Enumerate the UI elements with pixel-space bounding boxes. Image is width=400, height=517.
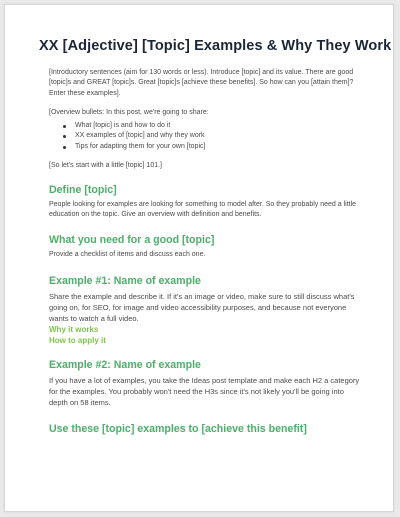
subheading-how-to-apply: How to apply it [49,335,106,345]
intro-paragraph: [Introductory sentences (aim for 130 words or less). Introduce [topic] and its value. There are good [topic]s and GREAT [topic]s. Great [topic]s [achieve these benefits]. So how can you [attain them]? Enter these examples]. [49,69,354,97]
overview-bullet: What [topic] is and how to do it [75,121,363,132]
subheading-why-it-works: Why it works [49,324,99,334]
section-body-example-2: If you have a lot of examples, you take the Ideas post template and make each H2 a category for the examples. You probably won't need the H3s since it's not likely you'll be going into depth on 58 items. [49,375,360,407]
section-heading-what-you-need: What you need for a good [topic] [49,234,215,247]
section-body-what-you-need: Provide a checklist of items and discuss each one. [49,251,206,259]
document-page [4,4,394,512]
overview-bullet-list [49,121,363,153]
section-heading-example-1: Example #1: Name of example [49,274,201,287]
transition-paragraph: [So let's start with a little [topic] 101.] [49,162,162,170]
document-title: XX [Adjective] [Topic] Examples & Why They Work [39,38,392,54]
section-heading-conclusion: Use these [topic] examples to [achieve this benefit] [49,422,307,435]
overview-bullet: XX examples of [topic] and why they work [75,131,363,142]
section-heading-example-2: Example #2: Name of example [49,358,201,371]
section-body-define: People looking for examples are looking for something to model after. So they probably need a little education on the topic. Give an overview with definition and benefits. [49,200,357,218]
overview-lead: [Overview bullets: In this post, we're going to share: [49,109,209,117]
section-heading-define: Define [topic] [49,183,117,196]
overview-bullet: Tips for adapting them for your own [topic] [75,142,363,153]
section-body-example-1: Share the example and describe it. If it's an image or video, make sure to still discuss what's going on, for SEO, for image and video accessibility purposes, and because not everyone wants to watch a full video. [49,291,355,323]
